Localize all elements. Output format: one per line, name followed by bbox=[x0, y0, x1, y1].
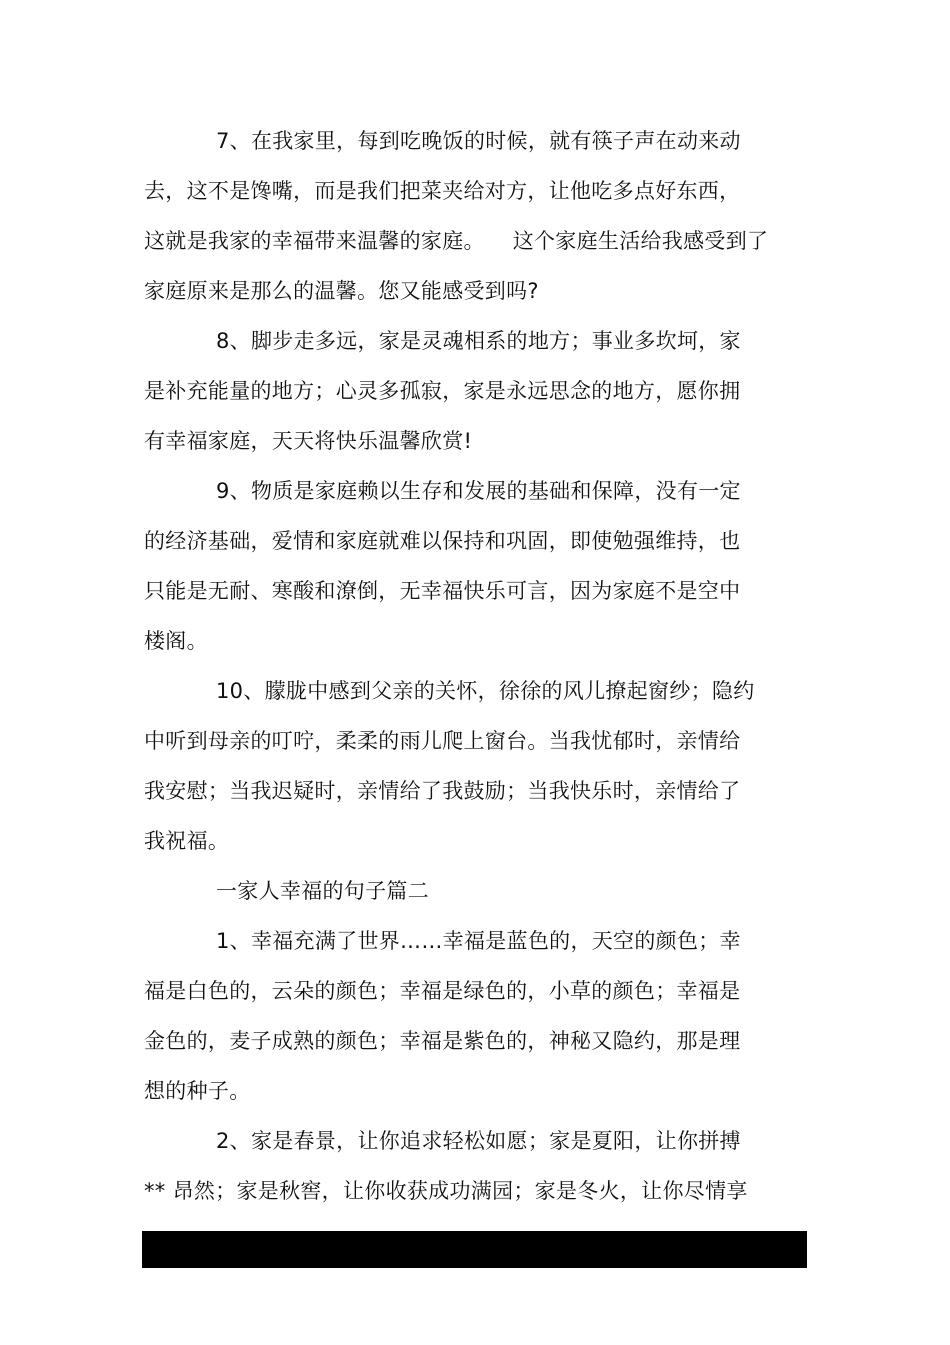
section2-item-1-line-4: 想的种子。 bbox=[144, 1079, 251, 1103]
paragraph-9-line-4: 楼阁。 bbox=[144, 629, 208, 653]
section2-item-1-line-2: 福是白色的，云朵的颜色；幸福是绿色的，小草的颜色；幸福是 bbox=[144, 979, 741, 1003]
paragraph-7-line-1: 7、在我家里，每到吃晚饭的时候，就有筷子声在动来动 bbox=[216, 129, 741, 153]
paragraph-10-line-2: 中听到母亲的叮咛，柔柔的雨儿爬上窗台。当我忧郁时，亲情给 bbox=[144, 729, 741, 753]
paragraph-8-line-1: 8、脚步走多远，家是灵魂相系的地方；事业多坎坷，家 bbox=[216, 329, 741, 353]
section2-item-2-line-1: 2、家是春景，让你追求轻松如愿；家是夏阳，让你拼搏 bbox=[216, 1129, 741, 1153]
paragraph-7-line-4: 家庭原来是那么的温馨。您又能感受到吗? bbox=[144, 279, 539, 303]
paragraph-10-line-1: 10、朦胧中感到父亲的关怀，徐徐的风儿撩起窗纱；隐约 bbox=[216, 679, 755, 703]
section2-item-1-line-3: 金色的，麦子成熟的颜色；幸福是紫色的，神秘又隐约，那是理 bbox=[144, 1029, 741, 1053]
paragraph-9-line-3: 只能是无耐、寒酸和潦倒，无幸福快乐可言，因为家庭不是空中 bbox=[144, 579, 741, 603]
section2-item-1-line-1: 1、幸福充满了世界……幸福是蓝色的，天空的颜色；幸 bbox=[216, 929, 741, 953]
paragraph-8-line-2: 是补充能量的地方；心灵多孤寂，家是永远思念的地方，愿你拥 bbox=[144, 379, 741, 403]
paragraph-10-line-3: 我安慰；当我迟疑时，亲情给了我鼓励；当我快乐时，亲情给了 bbox=[144, 779, 741, 803]
paragraph-9-line-1: 9、物质是家庭赖以生存和发展的基础和保障，没有一定 bbox=[216, 479, 741, 503]
paragraph-7-line-2: 去，这不是馋嘴，而是我们把菜夹给对方，让他吃多点好东西， bbox=[144, 179, 741, 203]
paragraph-9-line-2: 的经济基础，爱情和家庭就难以保持和巩固，即使勉强维持，也 bbox=[144, 529, 741, 553]
paragraph-10-line-4: 我祝福。 bbox=[144, 829, 230, 853]
paragraph-7-line-3: 这就是我家的幸福带来温馨的家庭。 这个家庭生活给我感受到了 bbox=[144, 229, 769, 253]
section2-item-2-line-2: ** 昂然；家是秋窖，让你收获成功满园；家是冬火，让你尽情享 bbox=[144, 1179, 748, 1203]
paragraph-8-line-3: 有幸福家庭，天天将快乐温馨欣赏! bbox=[144, 429, 473, 453]
redaction-bar bbox=[142, 1231, 807, 1268]
section-heading: 一家人幸福的句子篇二 bbox=[216, 879, 429, 903]
